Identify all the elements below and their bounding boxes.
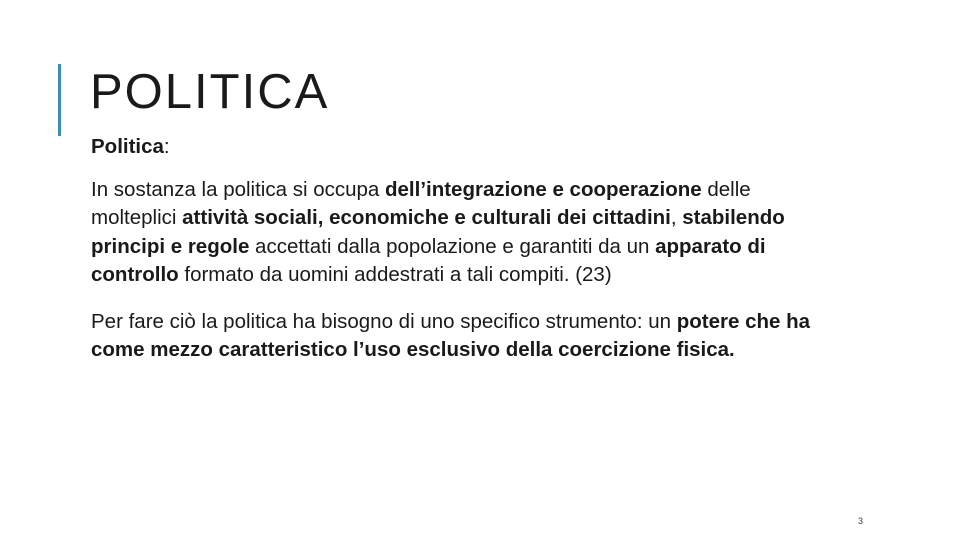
page-number: 3: [858, 516, 864, 526]
paragraph1-run: In sostanza la politica si occupa: [91, 177, 385, 201]
slide-body: [91, 133, 831, 365]
paragraph1-run: formato da uomini addestrati a tali compiti. (23): [178, 263, 612, 286]
paragraph1-run-bold: stabilendo principi e regole: [91, 206, 785, 258]
slide-title: POLITICA: [90, 65, 330, 119]
title-accent-bar: [58, 64, 61, 136]
paragraph1-run-bold: dell’integrazione e cooperazione: [385, 177, 702, 201]
subheading: [91, 133, 831, 162]
paragraph1-run: accettati dalla popolazione e garantiti da un: [249, 234, 656, 258]
paragraph1-run: ,: [670, 206, 683, 229]
paragraph1-run-bold: attività sociali, economiche e culturali dei cittadini: [182, 206, 671, 229]
subheading-colon: :: [163, 135, 170, 158]
paragraph1-run: delle molteplici: [91, 177, 751, 229]
subheading-term: Politica: [91, 135, 164, 158]
paragraph2-run-bold: potere che ha come mezzo caratteristico l’uso esclusivo della coercizione fisica.: [91, 309, 811, 361]
paragraph2-run: Per fare ciò la politica ha bisogno di uno specifico strumento: un: [91, 309, 677, 333]
paragraph-instrument: [91, 308, 831, 365]
paragraph-definition: [91, 176, 831, 290]
paragraph1-run-bold: apparato di controllo: [91, 234, 766, 286]
